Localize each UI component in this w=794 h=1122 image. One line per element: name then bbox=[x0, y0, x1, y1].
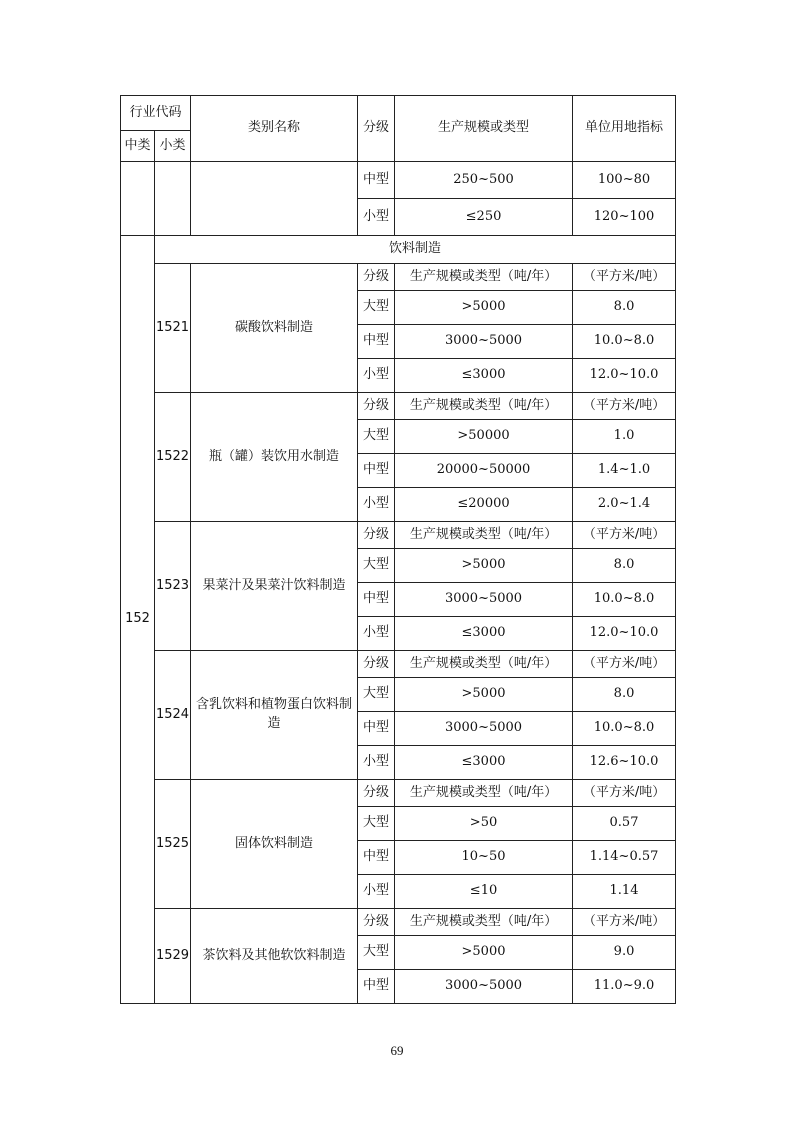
section-name: 含乳饮料和植物蛋白饮料制造 bbox=[191, 651, 358, 780]
value-cell: 1.14~0.57 bbox=[573, 841, 676, 875]
scale-cell: ≤3000 bbox=[395, 746, 573, 780]
grade-cell: 中型 bbox=[358, 454, 395, 488]
scale-cell: ≤20000 bbox=[395, 488, 573, 522]
scale-cell: ≤3000 bbox=[395, 359, 573, 393]
value-cell: 1.0 bbox=[573, 420, 676, 454]
grade-cell: 小型 bbox=[358, 617, 395, 651]
grade-cell: 大型 bbox=[358, 807, 395, 841]
value-cell: 11.0~9.0 bbox=[573, 970, 676, 1004]
grade-header: 分级 bbox=[358, 264, 395, 291]
grade-cell: 小型 bbox=[358, 199, 395, 236]
grade-cell: 大型 bbox=[358, 678, 395, 712]
unit-header: （平方米/吨） bbox=[573, 393, 676, 420]
grade-cell: 中型 bbox=[358, 325, 395, 359]
page-number: 69 bbox=[390, 1043, 404, 1058]
unit-header: （平方米/吨） bbox=[573, 780, 676, 807]
section-name: 瓶（罐）装饮用水制造 bbox=[191, 393, 358, 522]
value-cell: 8.0 bbox=[573, 291, 676, 325]
scale-cell: >5000 bbox=[395, 291, 573, 325]
section-subheader-row bbox=[121, 522, 676, 549]
empty-cell bbox=[191, 162, 358, 236]
grade-cell: 大型 bbox=[358, 549, 395, 583]
section-subheader-row bbox=[121, 780, 676, 807]
value-cell: 12.6~10.0 bbox=[573, 746, 676, 780]
grade-cell: 中型 bbox=[358, 583, 395, 617]
scale-cell: >50000 bbox=[395, 420, 573, 454]
grade-header: 分级 bbox=[358, 522, 395, 549]
scale-cell: 3000~5000 bbox=[395, 970, 573, 1004]
empty-cell bbox=[155, 162, 191, 236]
section-code: 1524 bbox=[155, 651, 191, 780]
section-name: 茶饮料及其他软饮料制造 bbox=[191, 909, 358, 1004]
scale-cell: ≤3000 bbox=[395, 617, 573, 651]
section-subheader-row bbox=[121, 393, 676, 420]
section-name: 碳酸饮料制造 bbox=[191, 264, 358, 393]
value-cell: 9.0 bbox=[573, 936, 676, 970]
unit-header: （平方米/吨） bbox=[573, 651, 676, 678]
value-cell: 10.0~8.0 bbox=[573, 325, 676, 359]
scale-cell: 20000~50000 bbox=[395, 454, 573, 488]
header-row bbox=[121, 96, 676, 131]
value-cell: 1.4~1.0 bbox=[573, 454, 676, 488]
group-title-cell: 饮料制造 bbox=[155, 236, 676, 264]
scale-cell: >50 bbox=[395, 807, 573, 841]
value-cell: 8.0 bbox=[573, 549, 676, 583]
grade-header: 分级 bbox=[358, 909, 395, 936]
section-subheader-row bbox=[121, 264, 676, 291]
scale-header: 生产规模或类型（吨/年） bbox=[395, 780, 573, 807]
category-name-header: 类别名称 bbox=[191, 96, 358, 162]
section-subheader-row bbox=[121, 909, 676, 936]
grade-header: 分级 bbox=[358, 96, 395, 162]
empty-cell bbox=[121, 162, 155, 236]
value-cell: 10.0~8.0 bbox=[573, 712, 676, 746]
grade-cell: 小型 bbox=[358, 746, 395, 780]
unit-header: （平方米/吨） bbox=[573, 909, 676, 936]
section-code: 1523 bbox=[155, 522, 191, 651]
section-name: 固体饮料制造 bbox=[191, 780, 358, 909]
scale-header: 生产规模或类型 bbox=[395, 96, 573, 162]
grade-cell: 小型 bbox=[358, 488, 395, 522]
grade-cell: 中型 bbox=[358, 712, 395, 746]
scale-cell: >5000 bbox=[395, 549, 573, 583]
value-cell: 12.0~10.0 bbox=[573, 359, 676, 393]
grade-header: 分级 bbox=[358, 780, 395, 807]
grade-cell: 小型 bbox=[358, 359, 395, 393]
scale-cell: >5000 bbox=[395, 678, 573, 712]
grade-cell: 大型 bbox=[358, 936, 395, 970]
small-class-header: 小类 bbox=[155, 131, 191, 162]
value-cell: 10.0~8.0 bbox=[573, 583, 676, 617]
grade-header: 分级 bbox=[358, 393, 395, 420]
group-code-cell: 152 bbox=[121, 236, 155, 1004]
grade-cell: 中型 bbox=[358, 162, 395, 199]
unit-header: （平方米/吨） bbox=[573, 522, 676, 549]
scale-header: 生产规模或类型（吨/年） bbox=[395, 522, 573, 549]
value-cell: 120~100 bbox=[573, 199, 676, 236]
scale-cell: 3000~5000 bbox=[395, 583, 573, 617]
scale-cell: ≤10 bbox=[395, 875, 573, 909]
table-body bbox=[121, 96, 676, 1004]
section-name: 果菜汁及果菜汁饮料制造 bbox=[191, 522, 358, 651]
section-code: 1525 bbox=[155, 780, 191, 909]
scale-cell: 10~50 bbox=[395, 841, 573, 875]
grade-header: 分级 bbox=[358, 651, 395, 678]
value-cell: 100~80 bbox=[573, 162, 676, 199]
section-code: 1529 bbox=[155, 909, 191, 1004]
scale-cell: 250~500 bbox=[395, 162, 573, 199]
section-code: 1522 bbox=[155, 393, 191, 522]
scale-cell: >5000 bbox=[395, 936, 573, 970]
grade-cell: 大型 bbox=[358, 420, 395, 454]
grade-cell: 中型 bbox=[358, 841, 395, 875]
grade-cell: 小型 bbox=[358, 875, 395, 909]
section-code: 1521 bbox=[155, 264, 191, 393]
unit-header: （平方米/吨） bbox=[573, 264, 676, 291]
scale-cell: ≤250 bbox=[395, 199, 573, 236]
value-cell: 1.14 bbox=[573, 875, 676, 909]
scale-header: 生产规模或类型（吨/年） bbox=[395, 651, 573, 678]
value-cell: 0.57 bbox=[573, 807, 676, 841]
table-row bbox=[121, 162, 676, 199]
value-cell: 2.0~1.4 bbox=[573, 488, 676, 522]
section-subheader-row bbox=[121, 651, 676, 678]
value-cell: 12.0~10.0 bbox=[573, 617, 676, 651]
value-cell: 8.0 bbox=[573, 678, 676, 712]
grade-cell: 中型 bbox=[358, 970, 395, 1004]
scale-header: 生产规模或类型（吨/年） bbox=[395, 909, 573, 936]
scale-header: 生产规模或类型（吨/年） bbox=[395, 264, 573, 291]
scale-header: 生产规模或类型（吨/年） bbox=[395, 393, 573, 420]
scale-cell: 3000~5000 bbox=[395, 325, 573, 359]
middle-class-header: 中类 bbox=[121, 131, 155, 162]
industry-code-header: 行业代码 bbox=[121, 96, 191, 131]
grade-cell: 大型 bbox=[358, 291, 395, 325]
unit-indicator-header: 单位用地指标 bbox=[573, 96, 676, 162]
group-title-row bbox=[121, 236, 676, 264]
land-use-indicator-table bbox=[120, 95, 676, 1004]
scale-cell: 3000~5000 bbox=[395, 712, 573, 746]
